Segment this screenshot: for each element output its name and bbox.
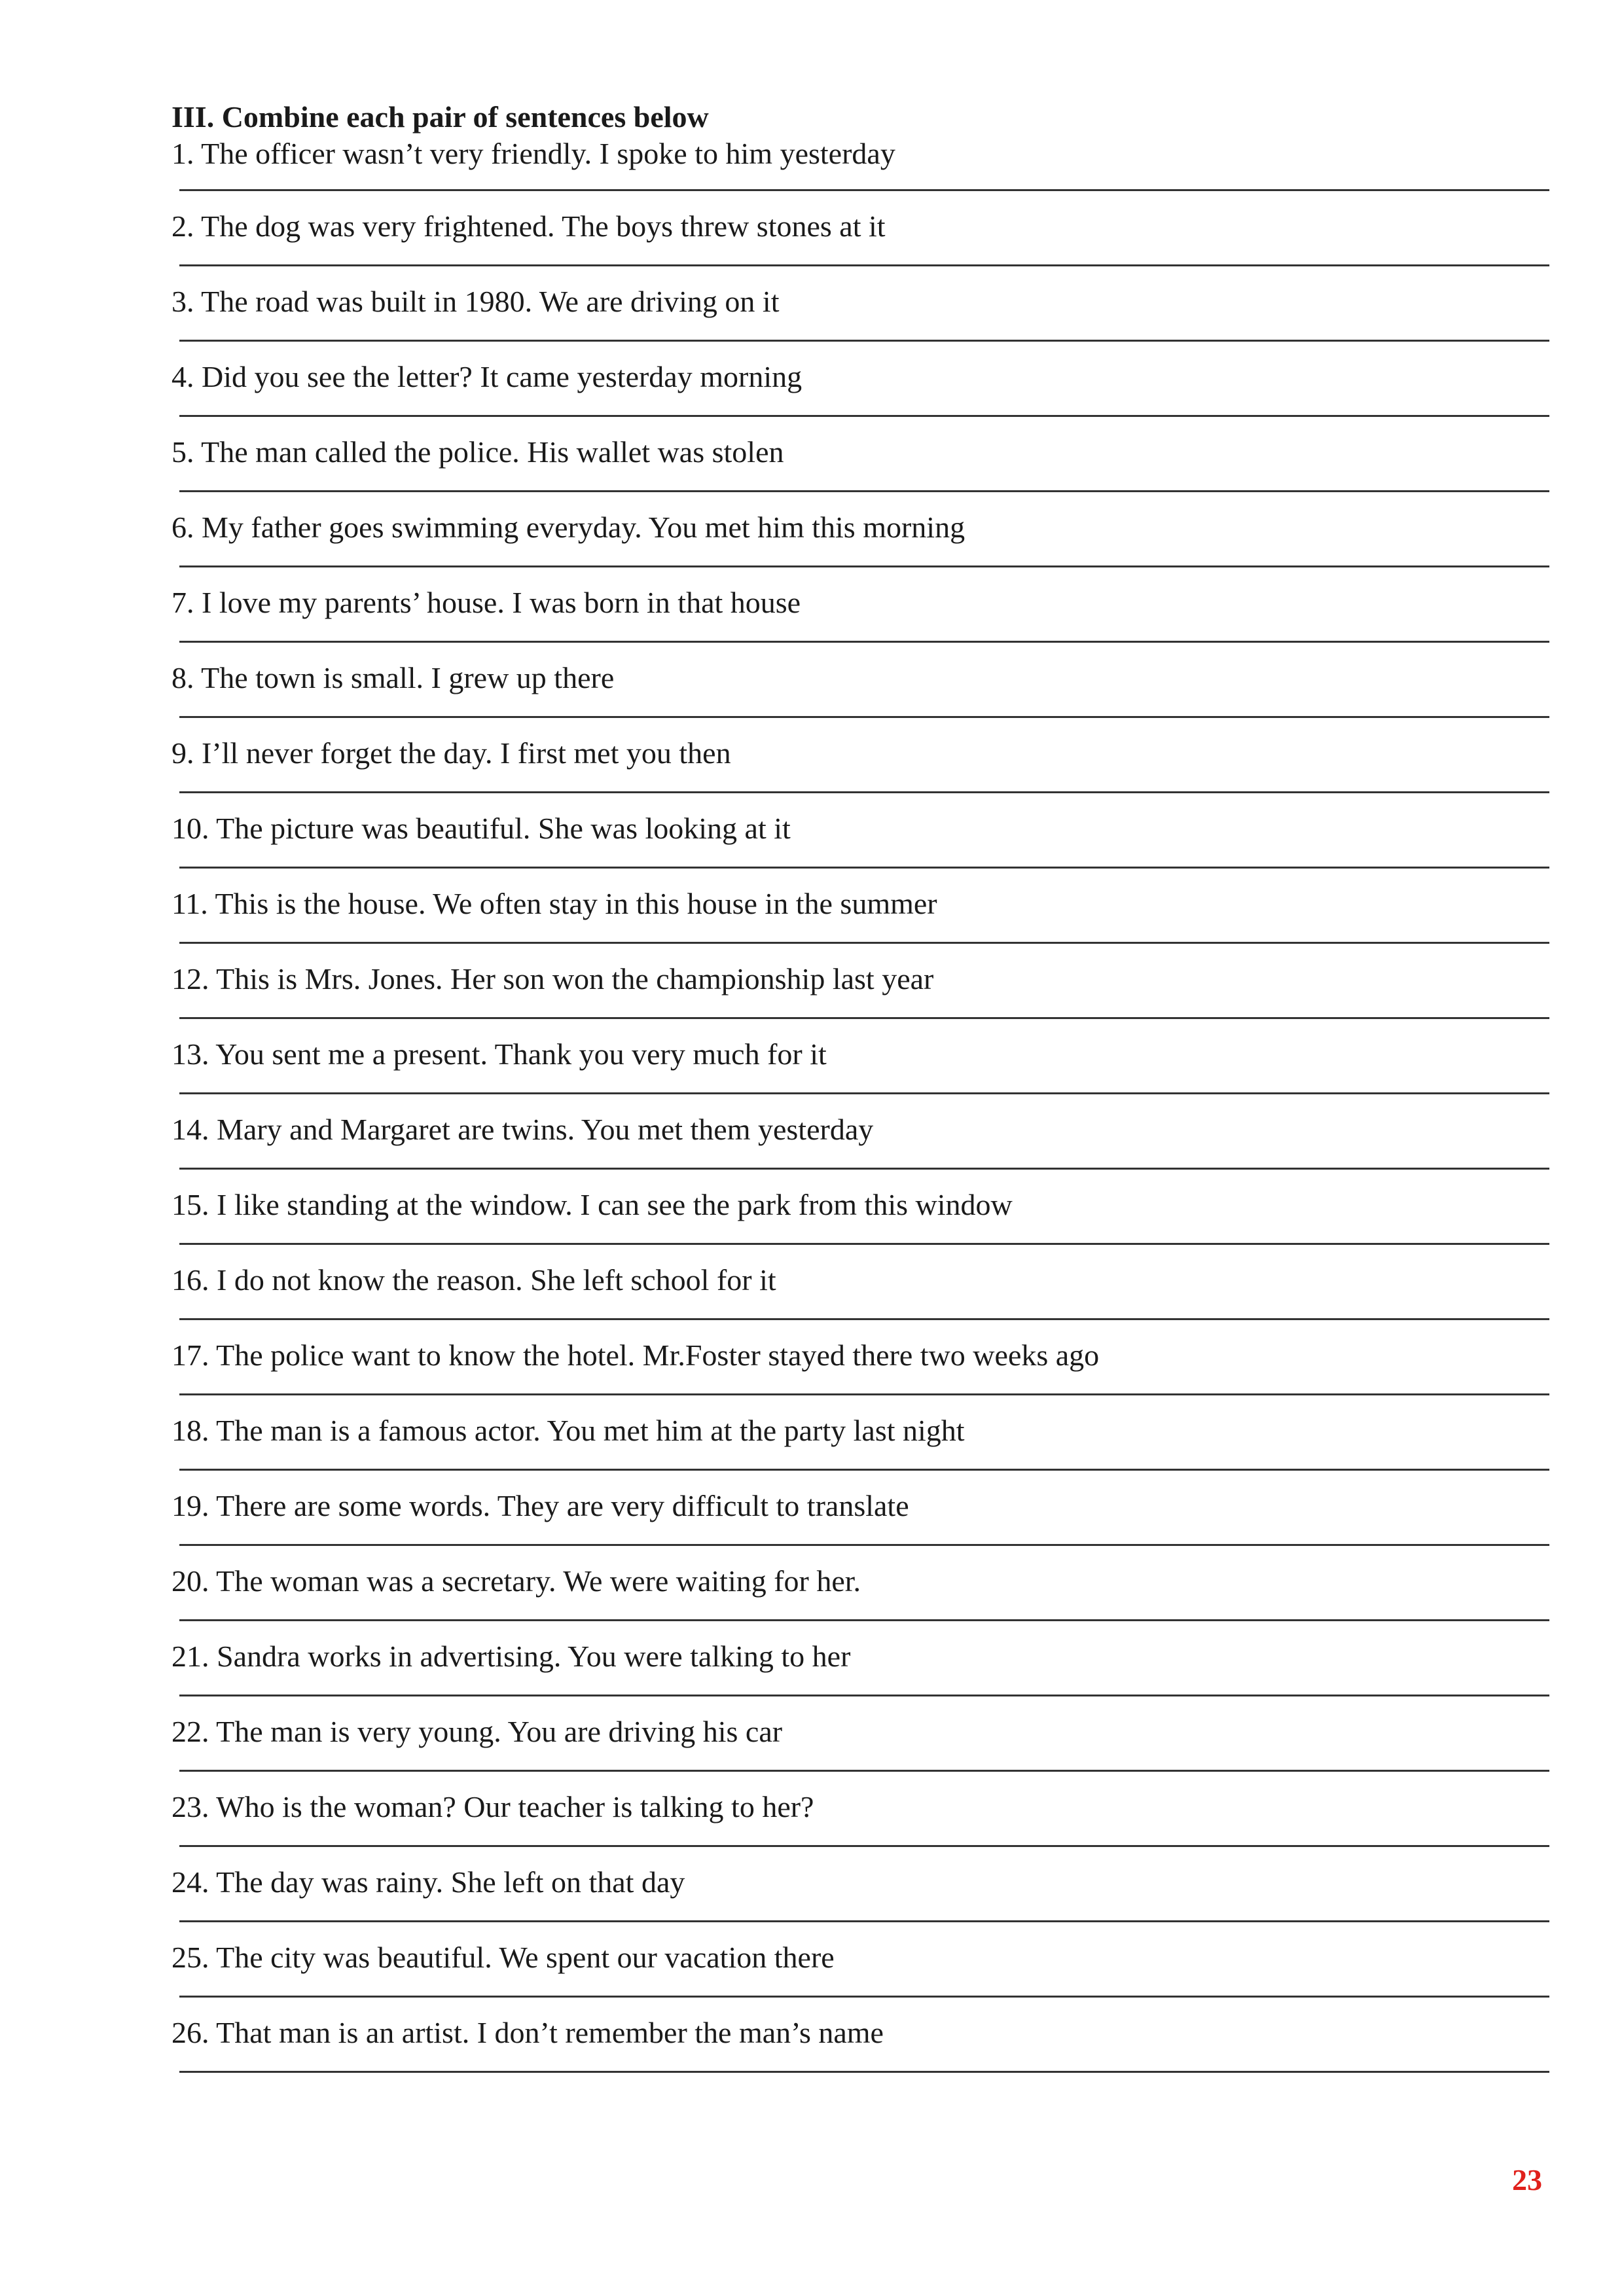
answer-line[interactable] [179,415,1549,417]
exercise-item [171,357,1549,433]
answer-line[interactable] [179,1695,1549,1696]
exercise-item [171,1035,1549,1110]
exercise-sentence: 21. Sandra works in advertising. You were talking to her [171,1640,851,1673]
exercise-item [171,134,1549,207]
exercise-item [171,1863,1549,1938]
answer-line[interactable] [179,1243,1549,1245]
exercise-item [171,1562,1549,1637]
exercise-item [171,1787,1549,1863]
exercise-item [171,1185,1549,1261]
answer-line[interactable] [179,1092,1549,1094]
answer-line[interactable] [179,340,1549,342]
exercise-item [171,583,1549,658]
page-number: 23 [1512,2163,1542,2197]
answer-line[interactable] [179,565,1549,567]
exercise-item [171,1411,1549,1486]
exercise-sentence: 3. The road was built in 1980. We are driving on it [171,285,780,318]
exercise-item [171,734,1549,809]
exercise-sentence: 25. The city was beautiful. We spent our vacation there [171,1941,835,1974]
exercise-sentence: 11. This is the house. We often stay in this house in the summer [171,887,937,920]
exercise-sentence: 2. The dog was very frightened. The boys threw stones at it [171,209,886,243]
exercise-sentence: 22. The man is very young. You are driving his car [171,1715,783,1748]
exercise-item [171,884,1549,960]
exercise-sentence: 23. Who is the woman? Our teacher is talking to her? [171,1790,814,1823]
exercise-item [171,282,1549,357]
answer-line[interactable] [179,189,1549,191]
answer-line[interactable] [179,490,1549,492]
exercise-sentence: 8. The town is small. I grew up there [171,661,615,694]
answer-line[interactable] [179,1770,1549,1772]
exercise-sentence: 7. I love my parents’ house. I was born in that house [171,586,801,619]
answer-line[interactable] [179,942,1549,944]
answer-line[interactable] [179,1318,1549,1320]
exercise-list [171,134,1549,2089]
exercise-sentence: 5. The man called the police. His wallet was stolen [171,435,784,469]
exercise-item [171,508,1549,583]
exercise-item [171,809,1549,884]
exercise-item [171,1486,1549,1562]
answer-line[interactable] [179,1996,1549,1998]
exercise-sentence: 4. Did you see the letter? It came yesterday morning [171,360,803,393]
answer-line[interactable] [179,1544,1549,1546]
answer-line[interactable] [179,2071,1549,2073]
exercise-sentence: 13. You sent me a present. Thank you very much for it [171,1037,827,1071]
exercise-sentence: 9. I’ll never forget the day. I first met you then [171,736,731,770]
exercise-sentence: 20. The woman was a secretary. We were waiting for her. [171,1564,861,1598]
exercise-sentence: 17. The police want to know the hotel. Mr.Foster stayed there two weeks ago [171,1338,1100,1372]
exercise-item [171,433,1549,508]
exercise-item [171,1938,1549,2013]
exercise-sentence: 12. This is Mrs. Jones. Her son won the championship last year [171,962,934,996]
exercise-item [171,1336,1549,1411]
exercise-item [171,207,1549,282]
answer-line[interactable] [179,1619,1549,1621]
exercise-sentence: 1. The officer wasn’t very friendly. I spoke to him yesterday [171,137,895,170]
exercise-item [171,2013,1549,2089]
exercise-sentence: 26. That man is an artist. I don’t remember the man’s name [171,2016,884,2049]
answer-line[interactable] [179,264,1549,266]
answer-line[interactable] [179,1845,1549,1847]
exercise-item [171,658,1549,734]
answer-line[interactable] [179,791,1549,793]
exercise-sentence: 24. The day was rainy. She left on that day [171,1865,685,1899]
exercise-item [171,1110,1549,1185]
exercise-sentence: 18. The man is a famous actor. You met him at the party last night [171,1414,965,1447]
answer-line[interactable] [179,1017,1549,1019]
answer-line[interactable] [179,1393,1549,1395]
section-heading: III. Combine each pair of sentences below [171,100,709,134]
exercise-item [171,1261,1549,1336]
answer-line[interactable] [179,1469,1549,1471]
exercise-sentence: 19. There are some words. They are very difficult to translate [171,1489,909,1522]
exercise-sentence: 6. My father goes swimming everyday. You met him this morning [171,511,965,544]
answer-line[interactable] [179,867,1549,869]
exercise-item [171,1637,1549,1712]
exercise-sentence: 10. The picture was beautiful. She was looking at it [171,812,791,845]
answer-line[interactable] [179,716,1549,718]
answer-line[interactable] [179,641,1549,643]
exercise-sentence: 15. I like standing at the window. I can see the park from this window [171,1188,1013,1221]
exercise-sentence: 16. I do not know the reason. She left school for it [171,1263,776,1297]
exercise-item [171,1712,1549,1787]
exercise-item [171,960,1549,1035]
exercise-sentence: 14. Mary and Margaret are twins. You met them yesterday [171,1113,874,1146]
answer-line[interactable] [179,1920,1549,1922]
answer-line[interactable] [179,1168,1549,1170]
